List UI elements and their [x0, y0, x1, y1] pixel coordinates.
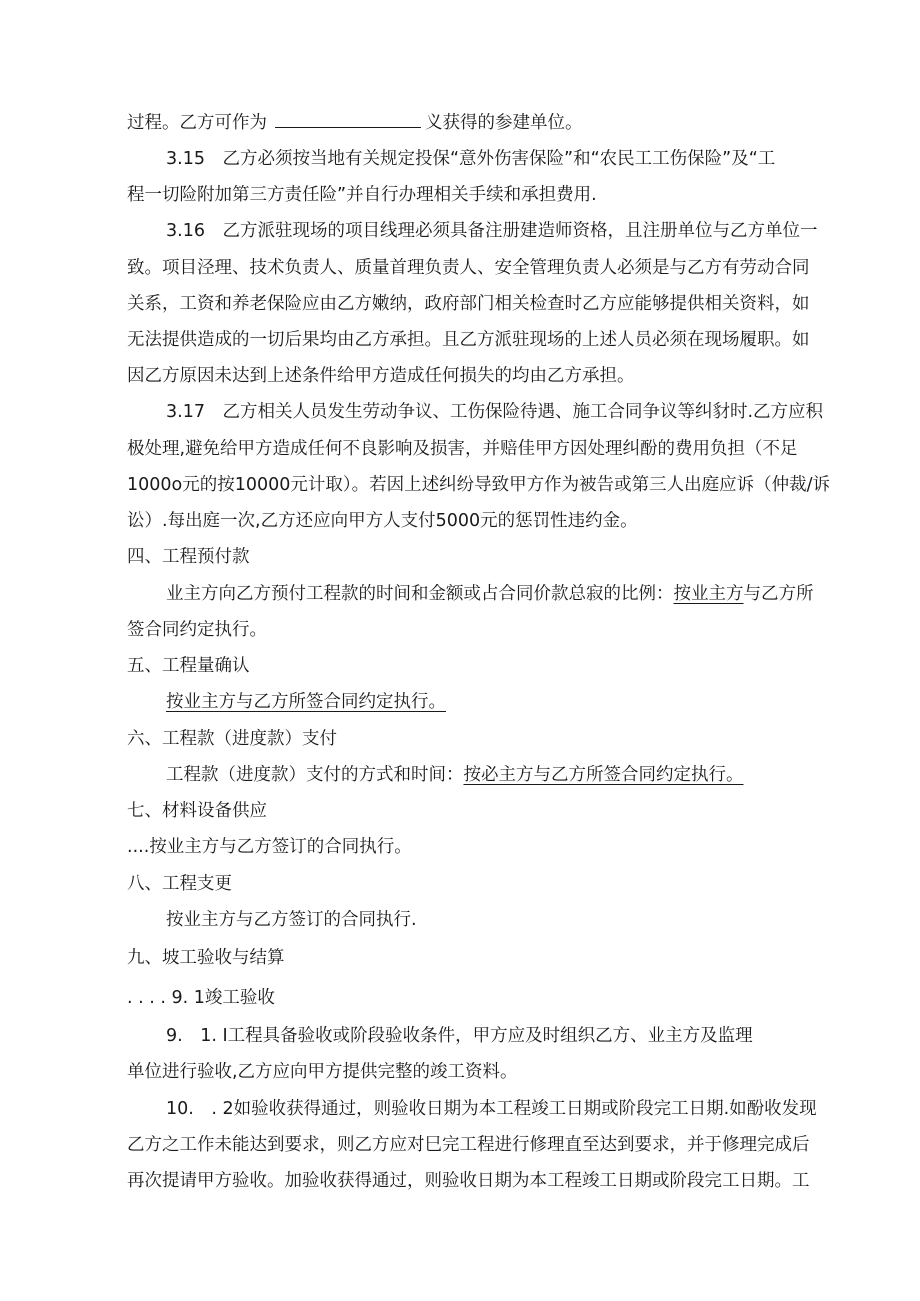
clause-3-17: 3.17 乙方相关人员发生劳动争议、工伤保险待遇、施工合同争议等纠豺时.乙方应积	[166, 402, 824, 422]
subsection-heading: . . . . 9. 1竣工验收	[127, 988, 275, 1008]
clause-9-1-1: 9. 1. I工程具备验收或阶段验收条件，甲方应及时组织乙方、业主方及监理	[166, 1026, 753, 1046]
text-line: 再次提请甲方验收。加验收获得通过，则验收日期为本工程竣工日期或阶段完工日期。工	[127, 1171, 810, 1191]
text-segment: 过程。乙方可作为	[127, 113, 267, 133]
text-segment: 业主方向乙方预付工程款的时间和金额或占合同价款总寂的比例：	[166, 584, 674, 604]
text-line: 按业主方与乙方签订的合同执行.	[166, 910, 417, 930]
text-line: 极处理,避免给甲方造成任何不良影响及损害，并赔佳甲方因处理纠酚的费用负担（不足	[127, 439, 798, 459]
section-heading: 八、工程支更	[127, 874, 232, 894]
text-segment: 与乙方所	[743, 584, 814, 604]
section-heading: 六、工程款（进度款）支付	[127, 729, 337, 749]
underlined-text: 按必主方与乙方所签合同约定执行。	[463, 765, 744, 785]
text-line: 无法提供造成的一切后果均由乙方承担。且乙方派驻现场的上述人员必须在现场履职。如	[127, 330, 810, 350]
text-line: ....按业主方与乙方签订的合同执行。	[127, 837, 412, 857]
section-heading: 七、材料设备供应	[127, 801, 267, 821]
text-line	[166, 583, 814, 605]
text-line: 乙方之工作未能达到要求，则乙方应对巳完工程进行修理直至达到要求，并于修理完成后	[127, 1135, 810, 1155]
text-segment: 义获得的参建单位。	[425, 113, 583, 133]
text-line	[166, 764, 744, 786]
text-line: 程一切险附加第三方责任险”并自行办理相关手续和承担费用.	[127, 185, 597, 205]
text-segment: 工程款（进度款）支付的方式和时间：	[166, 765, 464, 785]
text-line: 关系，工资和养老保险应由乙方嫩纳，政府部门相关检查时乙方应能够提供相关资料，如	[127, 294, 810, 314]
text-line: 单位进行验收,乙方应向甲方提供完整的竣工资料。	[127, 1062, 518, 1082]
fill-in-blank	[275, 112, 421, 128]
clause-3-16: 3.16 乙方派驻现场的项目线理必须具备注册建造师资格，且注册单位与乙方单位一	[166, 221, 818, 241]
underlined-text: 按业主方与乙方所签合同约定执行。	[166, 692, 446, 712]
section-heading: 九、坡工验收与结算	[127, 948, 285, 968]
text-line: 因乙方原因未达到上述条件给甲方造成任何损失的均由乙方承担。	[127, 366, 635, 386]
text-line: 讼）.每出庭一次,乙方还应向甲方人支付5000元的惩罚性违约金。	[127, 511, 638, 531]
text-line	[127, 112, 583, 134]
underlined-text: 按业主方	[673, 584, 744, 604]
clause-10-2: 10. . 2如验收获得通过，则验收日期为本工程竣工日期或阶段完工日期.如酚收发现	[166, 1099, 817, 1119]
clause-3-15: 3.15 乙方必须按当地有关规定投保“意外伤害保险”和“农民工工伤保险”及“工	[166, 149, 776, 169]
section-heading: 五、工程量确认	[127, 656, 250, 676]
text-line: 致。项目泾理、技术负责人、质量首理负责人、安全管理负责人必须是与乙方有劳动合同	[127, 258, 810, 278]
text-line: 签合同约定执行。	[127, 620, 267, 640]
section-heading: 四、工程预付款	[127, 547, 250, 567]
text-line: 1000o元的按10000元计取）。若因上述纠纷导致甲方作为被告或第三人出庭应诉（仲裁/诉	[127, 475, 831, 495]
